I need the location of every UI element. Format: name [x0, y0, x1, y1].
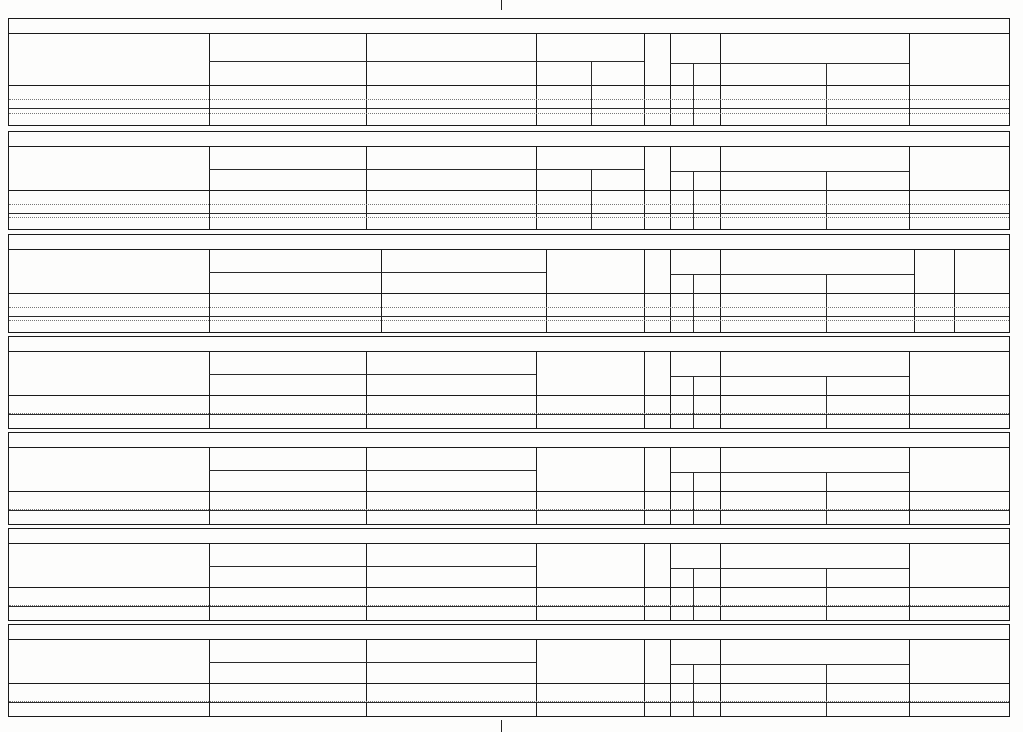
column-rule — [826, 274, 827, 333]
column-rule — [720, 544, 721, 621]
column-rule — [644, 640, 645, 717]
section-title-bar — [9, 337, 1009, 352]
section-b-7 — [8, 131, 1010, 230]
row-rule — [720, 568, 909, 569]
row-rule — [209, 272, 546, 273]
column-rule — [209, 448, 210, 525]
row-rule — [670, 171, 720, 172]
top-margin-tick — [501, 0, 502, 10]
row-rule — [670, 376, 720, 377]
row-rule — [9, 606, 1010, 607]
row-rule — [9, 702, 1010, 703]
section-b-8 — [8, 234, 1010, 333]
row-rule — [536, 169, 644, 170]
column-rule — [536, 352, 537, 429]
entry-line — [9, 320, 1010, 321]
row-rule — [209, 169, 536, 170]
row-rule — [670, 664, 720, 665]
row-rule — [670, 63, 720, 64]
column-rule — [720, 640, 721, 717]
row-rule — [9, 108, 1010, 109]
section-b-12 — [8, 624, 1010, 717]
column-rule — [826, 664, 827, 717]
section-b-11 — [8, 528, 1010, 621]
section-b-9 — [8, 336, 1010, 429]
column-rule — [693, 664, 694, 717]
column-rule — [366, 448, 367, 525]
row-rule — [720, 63, 909, 64]
column-rule — [693, 376, 694, 429]
column-rule — [209, 352, 210, 429]
section-title-bar — [9, 235, 1009, 250]
column-rule — [670, 640, 671, 717]
section-b-6 — [8, 18, 1010, 126]
column-rule — [720, 352, 721, 429]
row-rule — [720, 274, 914, 275]
row-rule — [9, 190, 1010, 191]
row-rule — [9, 213, 1010, 214]
section-title-bar — [9, 529, 1009, 544]
column-rule — [670, 544, 671, 621]
entry-line — [9, 307, 1010, 308]
column-rule — [536, 640, 537, 717]
row-rule — [9, 316, 1010, 317]
row-rule — [670, 568, 720, 569]
row-rule — [670, 274, 720, 275]
row-rule — [670, 472, 720, 473]
section-title-bar — [9, 433, 1009, 448]
column-rule — [693, 274, 694, 333]
column-rule — [826, 472, 827, 525]
row-rule — [9, 293, 1010, 294]
column-rule — [536, 448, 537, 525]
column-rule — [909, 640, 910, 717]
entry-line — [9, 113, 1010, 114]
column-rule — [720, 448, 721, 525]
column-rule — [644, 544, 645, 621]
row-rule — [209, 470, 536, 471]
row-rule — [209, 566, 536, 567]
column-rule — [826, 568, 827, 621]
column-rule — [826, 376, 827, 429]
column-rule — [693, 472, 694, 525]
row-rule — [9, 510, 1010, 511]
column-rule — [826, 63, 827, 126]
entry-line — [9, 99, 1010, 100]
row-rule — [9, 683, 1010, 684]
row-rule — [720, 664, 909, 665]
column-rule — [591, 61, 592, 126]
column-rule — [693, 171, 694, 230]
section-title-bar — [9, 132, 1009, 147]
bottom-margin-tick — [501, 720, 502, 732]
row-rule — [209, 374, 536, 375]
row-rule — [720, 472, 909, 473]
column-rule — [366, 352, 367, 429]
column-rule — [826, 171, 827, 230]
row-rule — [9, 491, 1010, 492]
column-rule — [209, 640, 210, 717]
row-rule — [536, 61, 644, 62]
entry-line — [9, 217, 1010, 218]
column-rule — [644, 448, 645, 525]
section-title-bar — [9, 625, 1009, 640]
column-rule — [366, 640, 367, 717]
row-rule — [720, 171, 909, 172]
row-rule — [9, 85, 1010, 86]
row-rule — [209, 662, 536, 663]
column-rule — [591, 169, 592, 230]
column-rule — [909, 448, 910, 525]
column-rule — [909, 352, 910, 429]
column-rule — [693, 568, 694, 621]
column-rule — [366, 544, 367, 621]
section-b-10 — [8, 432, 1010, 525]
entry-line — [9, 204, 1010, 205]
row-rule — [9, 395, 1010, 396]
row-rule — [209, 61, 536, 62]
column-rule — [670, 448, 671, 525]
section-title-bar — [9, 19, 1009, 34]
column-rule — [670, 352, 671, 429]
column-rule — [693, 63, 694, 126]
row-rule — [720, 376, 909, 377]
column-rule — [209, 544, 210, 621]
column-rule — [909, 544, 910, 621]
row-rule — [9, 414, 1010, 415]
column-rule — [536, 544, 537, 621]
column-rule — [644, 352, 645, 429]
row-rule — [9, 587, 1010, 588]
